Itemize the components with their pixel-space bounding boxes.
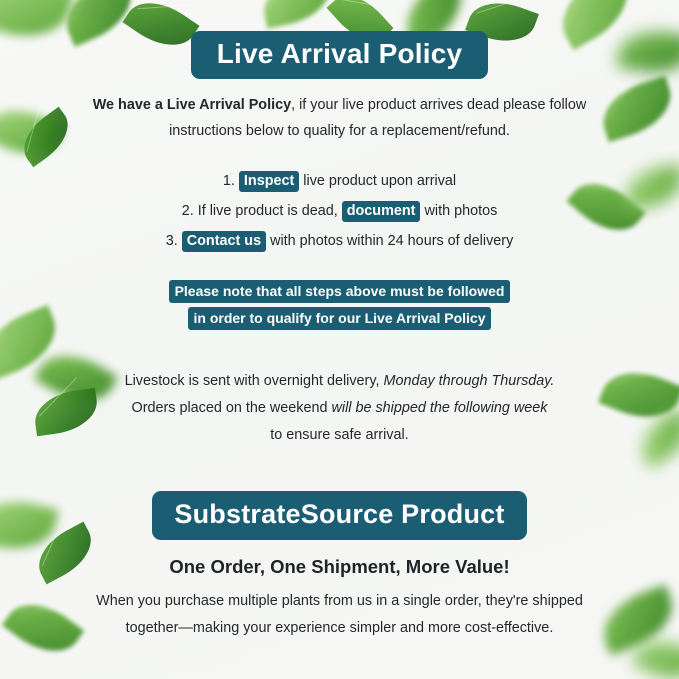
list-item <box>125 166 555 196</box>
policy-note-line-2: in order to qualify for our Live Arrival Policy <box>188 307 492 330</box>
shipping-line-3: to ensure safe arrival. <box>270 427 409 443</box>
shipping-line-1-italic: Monday through Thursday. <box>383 373 555 389</box>
step-highlight: Contact us <box>182 231 266 252</box>
product-title-wrap <box>0 449 679 540</box>
policy-intro-rest: , if your live product arrives dead please follow instructions below to quality for a replacement/refund. <box>169 97 587 139</box>
step-pre-text: If live product is dead, <box>197 203 342 219</box>
shipping-line-1 <box>90 368 590 395</box>
shipping-line-2-pre: Orders placed on the weekend <box>131 400 332 416</box>
step-post-text: with photos within 24 hours of delivery <box>266 233 514 249</box>
live-arrival-policy-title: Live Arrival Policy <box>191 31 489 79</box>
policy-intro-paragraph <box>75 92 605 144</box>
step-highlight: document <box>342 201 421 222</box>
step-highlight: Inspect <box>239 171 299 192</box>
live-arrival-title-wrap <box>0 0 679 79</box>
step-number: 2. <box>181 203 194 219</box>
step-post-text: with photos <box>420 203 498 219</box>
policy-note <box>125 278 555 332</box>
step-post-text: live product upon arrival <box>299 173 457 189</box>
shipping-schedule-text <box>90 368 590 449</box>
list-item <box>125 226 555 256</box>
shipping-line-2-italic: will be shipped the following week <box>331 400 548 416</box>
shipping-line-2 <box>90 395 590 422</box>
policy-intro-bold: We have a Live Arrival Policy <box>92 97 292 113</box>
shipping-line-1-pre: Livestock is sent with overnight delivery, <box>124 373 384 389</box>
step-number: 3. <box>165 233 178 249</box>
step-number: 1. <box>222 173 235 189</box>
policy-steps-list <box>125 166 555 256</box>
product-subheading: One Order, One Shipment, More Value! <box>169 556 510 577</box>
policy-note-line-1: Please note that all steps above must be followed <box>169 280 511 303</box>
list-item <box>125 196 555 226</box>
product-body-paragraph: When you purchase multiple plants from us in a single order, they're shipped together—making your experience simpler and more cost-effective. <box>96 593 583 636</box>
substratesource-product-title: SubstrateSource Product <box>152 491 526 540</box>
